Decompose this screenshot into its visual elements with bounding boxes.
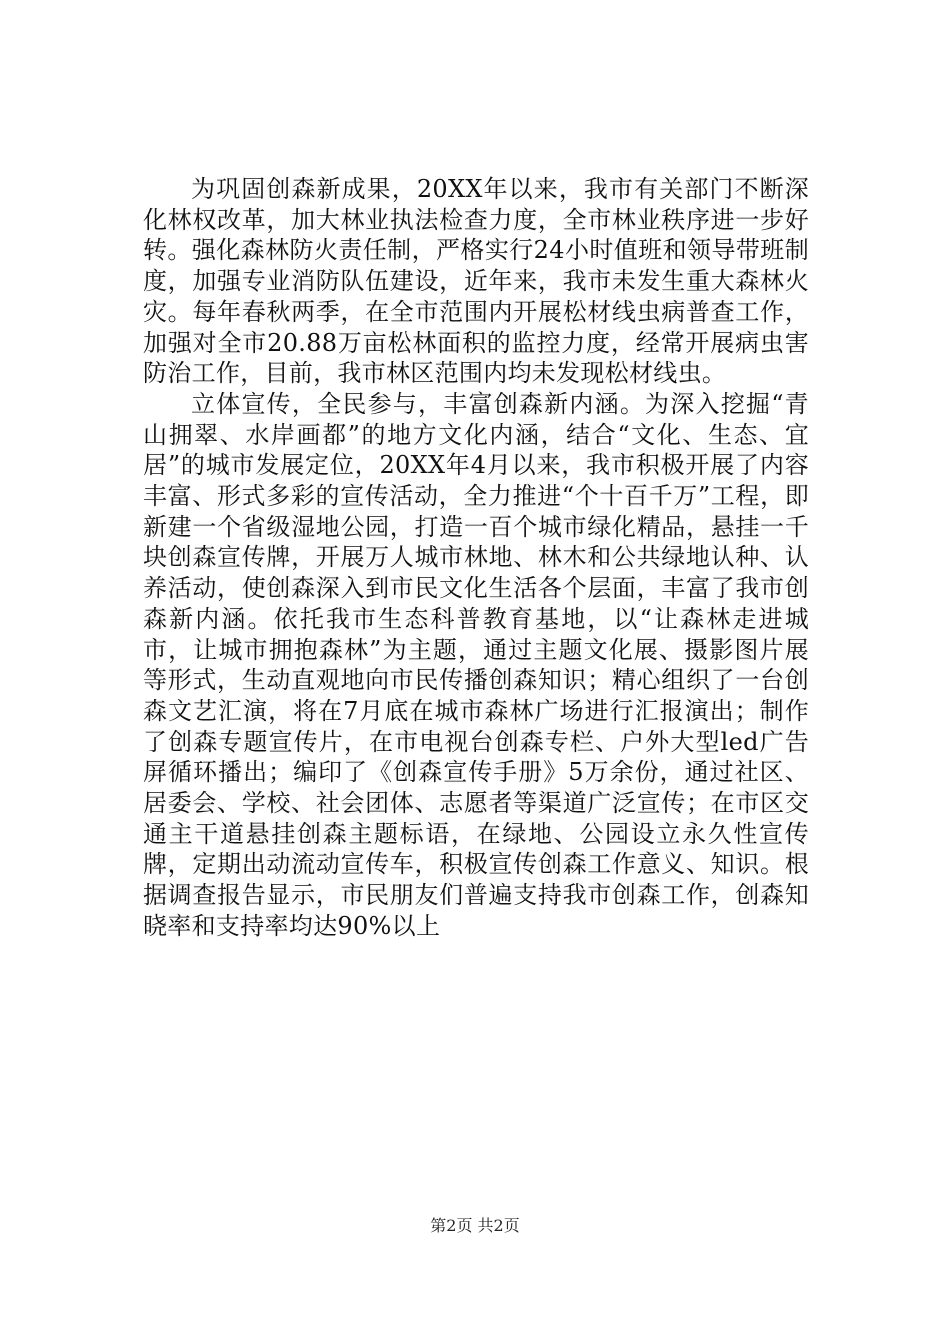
document-body: [143, 174, 809, 942]
page-footer: 第2页 共2页: [430, 1216, 520, 1235]
paragraph-publicity: 立体宣传，全民参与，丰富创森新内涵。为深入挖掘“青山拥翠、水岸画都”的地方文化内涵，结合“文化、生态、宜居”的城市发展定位，20XX年4月以来，我市积极开展了内容丰富、形式多彩的宣传活动，全力推进“个十百千万”工程，即新建一个省级湿地公园，打造一百个城市绿化精品，悬挂一千块创森宣传牌，开展万人城市林地、林木和公共绿地认种、认养活动，使创森深入到市民文化生活各个层面，丰富了我市创森新内涵。依托我市生态科普教育基地，以“让森林走进城市，让城市拥抱森林”为主题，通过主题文化展、摄影图片展等形式，生动直观地向市民传播创森知识；精心组织了一台创森文艺汇演，将在7月底在城市森林广场进行汇报演出；制作了创森专题宣传片，在市电视台创森专栏、户外大型led广告屏循环播出；编印了《创森宣传手册》5万余份，通过社区、居委会、学校、社会团体、志愿者等渠道广泛宣传；在市区交通主干道悬挂创森主题标语，在绿地、公园设立永久性宣传牌，定期出动流动宣传车，积极宣传创森工作意义、知识。根据调查报告显示，市民朋友们普遍支持我市创森工作，创森知晓率和支持率均达90%以上: [143, 389, 809, 940]
paragraph-forest-protection: 为巩固创森新成果，20XX年以来，我市有关部门不断深化林权改革，加大林业执法检查力度，全市林业秩序进一步好转。强化森林防火责任制，严格实行24小时值班和领导带班制度，加强专业消防队伍建设，近年来，我市未发生重大森林火灾。每年春秋两季，在全市范围内开展松材线虫病普查工作，加强对全市20.88万亩松林面积的监控力度，经常开展病虫害防治工作，目前，我市林区范围内均未发现松材线虫。: [143, 175, 809, 388]
